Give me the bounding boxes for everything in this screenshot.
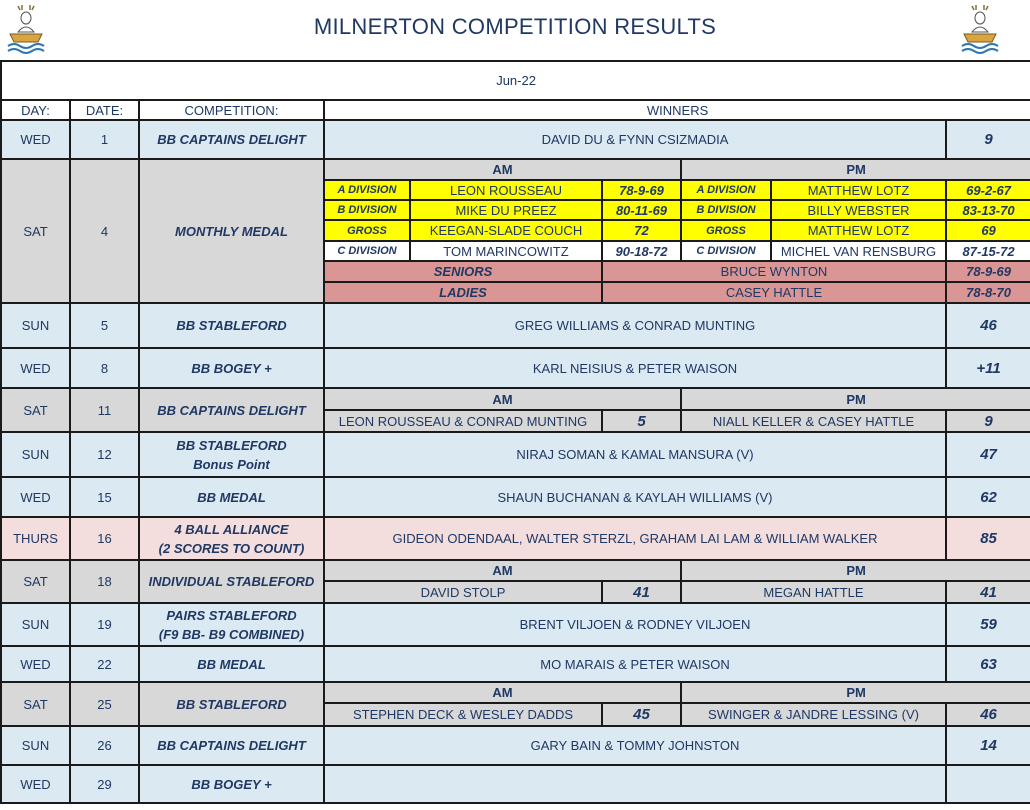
page-title: MILNERTON COMPETITION RESULTS (313, 14, 717, 39)
date-cell: 1 (70, 120, 139, 159)
winners-cell: NIRAJ SOMAN & KAMAL MANSURA (V) (324, 432, 946, 477)
competition-cell (139, 603, 324, 646)
competition-name: BB STABLEFORD (176, 437, 287, 453)
day-cell: SUN (1, 726, 70, 765)
header-row (1, 100, 1030, 120)
header-date: DATE: (70, 100, 139, 120)
division-winner: MIKE DU PREEZ (410, 200, 602, 220)
winners-cell (324, 765, 946, 803)
competition-cell: BB CAPTAINS DELIGHT (139, 388, 324, 432)
division-score: 90-18-72 (602, 241, 681, 261)
competition-cell: BB BOGEY + (139, 348, 324, 388)
header-day: DAY: (1, 100, 70, 120)
header-winners: WINNERS (324, 100, 1030, 120)
day-cell: SAT (1, 560, 70, 603)
division-label: B DIVISION (324, 200, 410, 220)
division-score: 69-2-67 (946, 180, 1030, 200)
day-cell: WED (1, 120, 70, 159)
day-cell: SAT (1, 388, 70, 432)
day-cell: WED (1, 765, 70, 803)
competition-cell (139, 432, 324, 477)
month-label: Jun-22 (1, 61, 1030, 100)
division-score: 83-13-70 (946, 200, 1030, 220)
header-competition: COMPETITION: (139, 100, 324, 120)
table-row (1, 432, 1030, 477)
day-cell: THURS (1, 517, 70, 560)
score-cell (946, 765, 1030, 803)
competition-cell: BB BOGEY + (139, 765, 324, 803)
table-row (1, 303, 1030, 348)
winners-cell: SHAUN BUCHANAN & KAYLAH WILLIAMS (V) (324, 477, 946, 517)
date-cell: 22 (70, 646, 139, 682)
seniors-winner: BRUCE WYNTON (602, 261, 946, 282)
day-cell: SUN (1, 432, 70, 477)
page-header (0, 0, 1030, 60)
division-winner: MATTHEW LOTZ (771, 220, 946, 241)
pm-header: PM (681, 159, 1030, 180)
table-row (1, 388, 1030, 410)
table-row (1, 517, 1030, 560)
division-score: 80-11-69 (602, 200, 681, 220)
am-header: AM (324, 159, 681, 180)
competition-name: 4 BALL ALLIANCE (174, 521, 289, 537)
competition-cell: MONTHLY MEDAL (139, 159, 324, 303)
table-row (1, 646, 1030, 682)
table-row (1, 120, 1030, 159)
table-row (1, 348, 1030, 388)
score-cell: 85 (946, 517, 1030, 560)
score-cell: 63 (946, 646, 1030, 682)
day-cell: SUN (1, 303, 70, 348)
date-cell: 8 (70, 348, 139, 388)
score-cell: 59 (946, 603, 1030, 646)
am-score: 41 (602, 581, 681, 603)
day-cell: WED (1, 477, 70, 517)
winners-cell: GIDEON ODENDAAL, WALTER STERZL, GRAHAM LAI LAM & WILLIAM WALKER (324, 517, 946, 560)
seniors-label: SENIORS (324, 261, 602, 282)
date-cell: 26 (70, 726, 139, 765)
pm-score: 41 (946, 581, 1030, 603)
am-score: 45 (602, 703, 681, 726)
am-header: AM (324, 388, 681, 410)
winners-cell: MO MARAIS & PETER WAISON (324, 646, 946, 682)
date-cell: 18 (70, 560, 139, 603)
division-label: A DIVISION (324, 180, 410, 200)
table-row (1, 159, 1030, 180)
am-header: AM (324, 560, 681, 581)
date-cell: 29 (70, 765, 139, 803)
winners-cell: BRENT VILJOEN & RODNEY VILJOEN (324, 603, 946, 646)
am-winners: LEON ROUSSEAU & CONRAD MUNTING (324, 410, 602, 432)
winners-cell: GARY BAIN & TOMMY JOHNSTON (324, 726, 946, 765)
score-cell: +11 (946, 348, 1030, 388)
score-cell: 14 (946, 726, 1030, 765)
score-cell: 9 (946, 120, 1030, 159)
table-row (1, 560, 1030, 581)
division-winner: TOM MARINCOWITZ (410, 241, 602, 261)
pm-header: PM (681, 560, 1030, 581)
table-row (1, 477, 1030, 517)
competition-cell: BB CAPTAINS DELIGHT (139, 726, 324, 765)
pm-header: PM (681, 682, 1030, 703)
club-crest-icon (960, 4, 1000, 54)
competition-cell: BB MEDAL (139, 477, 324, 517)
am-winners: STEPHEN DECK & WESLEY DADDS (324, 703, 602, 726)
score-cell: 47 (946, 432, 1030, 477)
date-cell: 25 (70, 682, 139, 726)
table-row (1, 603, 1030, 646)
date-cell: 4 (70, 159, 139, 303)
pm-score: 9 (946, 410, 1030, 432)
winners-cell: GREG WILLIAMS & CONRAD MUNTING (324, 303, 946, 348)
division-winner: MICHEL VAN RENSBURG (771, 241, 946, 261)
competition-name: PAIRS STABLEFORD (166, 607, 297, 623)
day-cell: SAT (1, 682, 70, 726)
table-row (1, 726, 1030, 765)
pm-winners: SWINGER & JANDRE LESSING (V) (681, 703, 946, 726)
ladies-label: LADIES (324, 282, 602, 303)
score-cell: 46 (946, 303, 1030, 348)
date-cell: 15 (70, 477, 139, 517)
date-cell: 16 (70, 517, 139, 560)
seniors-score: 78-9-69 (946, 261, 1030, 282)
competition-cell: INDIVIDUAL STABLEFORD (139, 560, 324, 603)
division-label: B DIVISION (681, 200, 771, 220)
date-cell: 19 (70, 603, 139, 646)
am-winners: DAVID STOLP (324, 581, 602, 603)
competition-note: (2 SCORES TO COUNT) (158, 540, 305, 556)
pm-score: 46 (946, 703, 1030, 726)
competition-cell: BB STABLEFORD (139, 303, 324, 348)
division-score: 87-15-72 (946, 241, 1030, 261)
day-cell: SAT (1, 159, 70, 303)
division-winner: KEEGAN-SLADE COUCH (410, 220, 602, 241)
division-score: 78-9-69 (602, 180, 681, 200)
division-winner: LEON ROUSSEAU (410, 180, 602, 200)
day-cell: WED (1, 348, 70, 388)
ladies-winner: CASEY HATTLE (602, 282, 946, 303)
competition-cell: BB STABLEFORD (139, 682, 324, 726)
ladies-score: 78-8-70 (946, 282, 1030, 303)
winners-cell: KARL NEISIUS & PETER WAISON (324, 348, 946, 388)
division-label: A DIVISION (681, 180, 771, 200)
table-row (1, 682, 1030, 703)
am-score: 5 (602, 410, 681, 432)
division-winner: MATTHEW LOTZ (771, 180, 946, 200)
table-row (1, 765, 1030, 803)
results-table (0, 60, 1030, 804)
pm-winners: NIALL KELLER & CASEY HATTLE (681, 410, 946, 432)
am-header: AM (324, 682, 681, 703)
competition-cell: BB CAPTAINS DELIGHT (139, 120, 324, 159)
division-label: GROSS (324, 220, 410, 241)
date-cell: 12 (70, 432, 139, 477)
division-winner: BILLY WEBSTER (771, 200, 946, 220)
date-cell: 11 (70, 388, 139, 432)
competition-cell: BB MEDAL (139, 646, 324, 682)
division-label: C DIVISION (324, 241, 410, 261)
division-score: 69 (946, 220, 1030, 241)
score-cell: 62 (946, 477, 1030, 517)
competition-note: Bonus Point (193, 456, 270, 472)
winners-cell: DAVID DU & FYNN CSIZMADIA (324, 120, 946, 159)
competition-note: (F9 BB- B9 COMBINED) (158, 626, 305, 642)
day-cell: SUN (1, 603, 70, 646)
division-score: 72 (602, 220, 681, 241)
pm-winners: MEGAN HATTLE (681, 581, 946, 603)
division-label: C DIVISION (681, 241, 771, 261)
competition-cell (139, 517, 324, 560)
division-label: GROSS (681, 220, 771, 241)
pm-header: PM (681, 388, 1030, 410)
day-cell: WED (1, 646, 70, 682)
date-cell: 5 (70, 303, 139, 348)
